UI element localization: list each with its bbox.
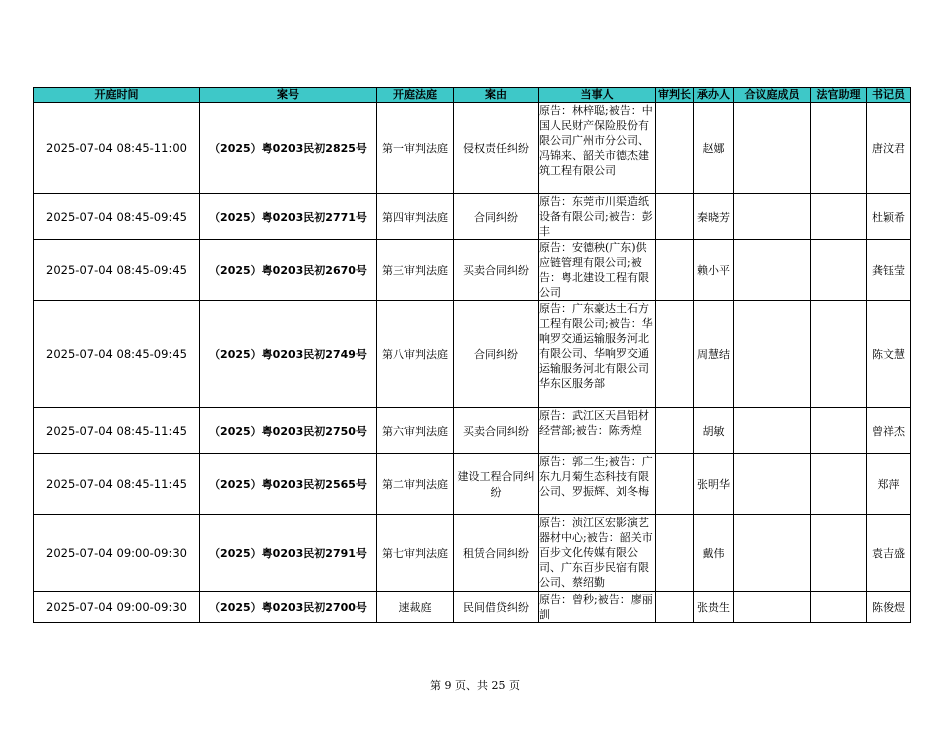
- cell-parties: 原告：郭二生;被告：广东九月菊生态科技有限公司、罗振辉、刘冬梅: [539, 454, 656, 515]
- cell-cause: [454, 240, 539, 301]
- cell-panel-members: [734, 515, 811, 592]
- cell-hearing-time: 2025-07-04 09:00-09:30: [34, 592, 200, 623]
- table-row: [34, 301, 911, 408]
- cause-text: 建设工程合同纠纷: [457, 470, 535, 499]
- cell-judge-assistant: [811, 454, 867, 515]
- cell-judge-assistant: [811, 515, 867, 592]
- cell-case-number: （2025）粤0203民初2749号: [200, 301, 377, 408]
- cell-panel-members: [734, 194, 811, 240]
- header-parties: 当事人: [539, 88, 656, 103]
- cell-handler: 赵娜: [694, 103, 734, 194]
- cause-text: 侵权责任纠纷: [463, 142, 529, 155]
- cell-case-number: （2025）粤0203民初2791号: [200, 515, 377, 592]
- cell-panel-members: [734, 408, 811, 454]
- cell-courtroom: 第二审判法庭: [377, 454, 454, 515]
- cell-judge-assistant: [811, 408, 867, 454]
- header-case-number: 案号: [200, 88, 377, 103]
- table-row: [34, 515, 911, 592]
- cell-panel-members: [734, 103, 811, 194]
- cell-handler: 张贵生: [694, 592, 734, 623]
- cell-case-number: （2025）粤0203民初2565号: [200, 454, 377, 515]
- cell-clerk: 陈文慧: [867, 301, 911, 408]
- table-row: [34, 194, 911, 240]
- cell-parties: 原告：广东豪达土石方工程有限公司;被告：华响罗交通运输服务河北有限公司、华响罗交通运输服务河北有限公司华东区服务部: [539, 301, 656, 408]
- cell-cause: [454, 592, 539, 623]
- table-row: [34, 592, 911, 623]
- cell-chief-judge: [656, 301, 694, 408]
- cell-hearing-time: 2025-07-04 08:45-09:45: [34, 240, 200, 301]
- header-courtroom: 开庭法庭: [377, 88, 454, 103]
- hearing-schedule-table: [33, 87, 911, 623]
- cell-chief-judge: [656, 408, 694, 454]
- cause-text: 民间借贷纠纷: [463, 601, 529, 614]
- cell-case-number: （2025）粤0203民初2771号: [200, 194, 377, 240]
- cell-panel-members: [734, 301, 811, 408]
- cell-parties: 原告：浈江区宏影演艺器材中心;被告：韶关市百步文化传媒有限公司、广东百步民宿有限公司、蔡绍勤: [539, 515, 656, 592]
- cell-case-number: （2025）粤0203民初2670号: [200, 240, 377, 301]
- cell-handler: 赖小平: [694, 240, 734, 301]
- cell-handler: 周慧结: [694, 301, 734, 408]
- cell-chief-judge: [656, 194, 694, 240]
- cell-parties: 原告：东莞市川渠造纸设备有限公司;被告：彭丰: [539, 194, 656, 240]
- cell-chief-judge: [656, 515, 694, 592]
- cell-chief-judge: [656, 103, 694, 194]
- cell-cause: [454, 408, 539, 454]
- cell-case-number: （2025）粤0203民初2750号: [200, 408, 377, 454]
- cell-panel-members: [734, 454, 811, 515]
- cell-hearing-time: 2025-07-04 08:45-11:00: [34, 103, 200, 194]
- cell-handler: 胡敏: [694, 408, 734, 454]
- cell-hearing-time: 2025-07-04 09:00-09:30: [34, 515, 200, 592]
- cell-cause: [454, 194, 539, 240]
- cause-text: 买卖合同纠纷: [463, 424, 529, 438]
- header-hearing-time: 开庭时间: [34, 88, 200, 103]
- header-judge-assistant: 法官助理: [811, 88, 867, 103]
- cell-parties: 原告：安德秧(广东)供应链管理有限公司;被告：粤北建设工程有限公司: [539, 240, 656, 301]
- page-number-footer: 第 9 页、共 25 页: [430, 679, 520, 692]
- cell-handler: 张明华: [694, 454, 734, 515]
- cell-judge-assistant: [811, 194, 867, 240]
- table-row: [34, 408, 911, 454]
- header-panel-members: 合议庭成员: [734, 88, 811, 103]
- cell-panel-members: [734, 592, 811, 623]
- cause-text: 合同纠纷: [474, 210, 518, 224]
- cell-handler: 戴伟: [694, 515, 734, 592]
- cell-hearing-time: 2025-07-04 08:45-09:45: [34, 301, 200, 408]
- table-row: [34, 240, 911, 301]
- table-row: [34, 454, 911, 515]
- header-chief-judge: 审判长: [656, 88, 694, 103]
- cause-text: 合同纠纷: [474, 348, 518, 361]
- cell-clerk: 郑萍: [867, 454, 911, 515]
- cell-chief-judge: [656, 240, 694, 301]
- cell-courtroom: 第一审判法庭: [377, 103, 454, 194]
- cell-hearing-time: 2025-07-04 08:45-09:45: [34, 194, 200, 240]
- header-clerk: 书记员: [867, 88, 911, 103]
- cell-clerk: 唐汶君: [867, 103, 911, 194]
- cell-parties: 原告：武江区天昌铝材经营部;被告：陈秀煌: [539, 408, 656, 454]
- cell-case-number: （2025）粤0203民初2825号: [200, 103, 377, 194]
- cell-courtroom: 第四审判法庭: [377, 194, 454, 240]
- cell-panel-members: [734, 240, 811, 301]
- cell-judge-assistant: [811, 592, 867, 623]
- cause-text: 买卖合同纠纷: [463, 264, 529, 277]
- cell-clerk: 龚钰莹: [867, 240, 911, 301]
- cause-text: 租赁合同纠纷: [463, 547, 529, 560]
- cell-parties: 原告：林梓聪;被告：中国人民财产保险股份有限公司广州市分公司、冯锦来、韶关市德杰建筑工程有限公司: [539, 103, 656, 194]
- cell-hearing-time: 2025-07-04 08:45-11:45: [34, 408, 200, 454]
- cell-courtroom: 第八审判法庭: [377, 301, 454, 408]
- cell-clerk: 袁吉盛: [867, 515, 911, 592]
- cell-courtroom: 第七审判法庭: [377, 515, 454, 592]
- header-cause: 案由: [454, 88, 539, 103]
- table-row: [34, 103, 911, 194]
- cell-courtroom: 第六审判法庭: [377, 408, 454, 454]
- cell-chief-judge: [656, 592, 694, 623]
- cell-cause: [454, 103, 539, 194]
- cell-cause: [454, 515, 539, 592]
- cell-handler: 秦晓芳: [694, 194, 734, 240]
- cell-hearing-time: 2025-07-04 08:45-11:45: [34, 454, 200, 515]
- cell-cause: [454, 301, 539, 408]
- cell-judge-assistant: [811, 301, 867, 408]
- header-handler: 承办人: [694, 88, 734, 103]
- cell-judge-assistant: [811, 240, 867, 301]
- cell-judge-assistant: [811, 103, 867, 194]
- cell-parties: 原告：曾秒;被告：廖丽訓: [539, 592, 656, 623]
- cell-clerk: 曾祥杰: [867, 408, 911, 454]
- cell-courtroom: 速裁庭: [377, 592, 454, 623]
- cell-case-number: （2025）粤0203民初2700号: [200, 592, 377, 623]
- table-header-row: [34, 88, 911, 103]
- cell-chief-judge: [656, 454, 694, 515]
- cell-clerk: 陈俊煜: [867, 592, 911, 623]
- cell-courtroom: 第三审判法庭: [377, 240, 454, 301]
- cell-clerk: 杜颖希: [867, 194, 911, 240]
- cell-cause: [454, 454, 539, 515]
